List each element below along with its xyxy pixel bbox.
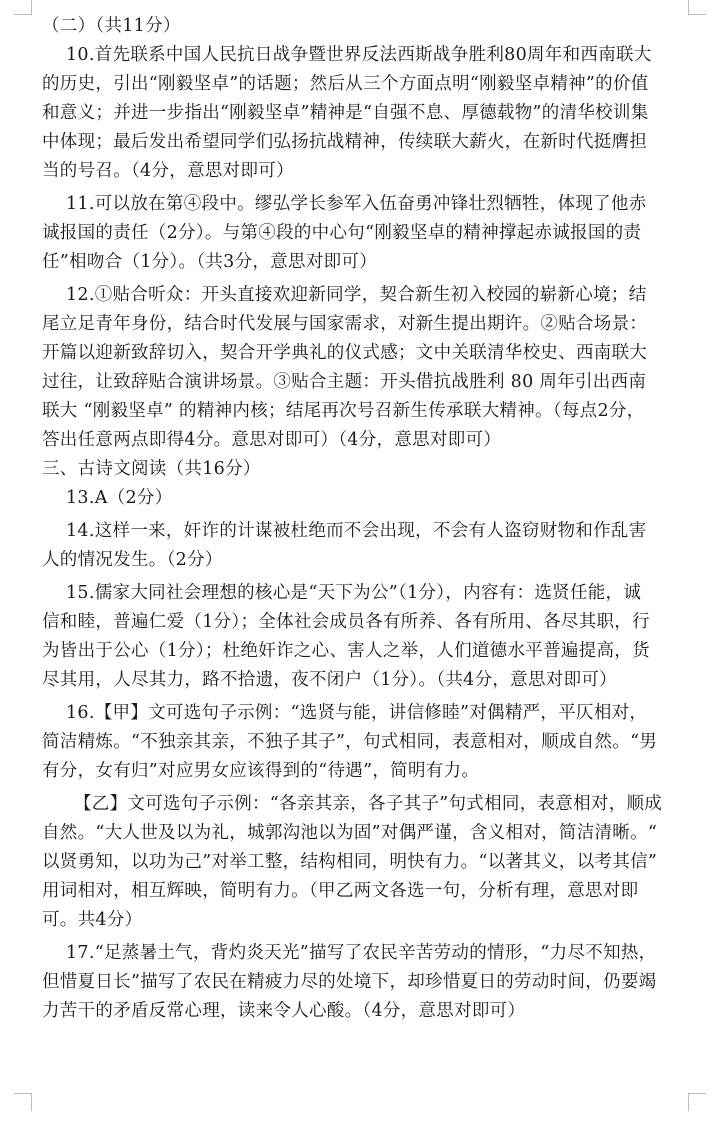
answer-line: 任”相吻合（1分）。（共3分，意思对即可） — [42, 252, 378, 272]
answer-line: 11.可以放在第④段中。缪弘学长参军入伍奋勇冲锋壮烈牺牲，体现了他赤 — [66, 194, 647, 214]
answer-line: 联大 “刚毅坚卓” 的精神内核；结尾再次号召新生传承联大精神。（每点2分， — [42, 401, 645, 421]
answer-line: 人的情况发生。（2分） — [42, 550, 223, 570]
answer-line: 可。共4分） — [42, 910, 143, 930]
crop-mark-bottom-right — [688, 1093, 689, 1111]
answer-line: 【乙】文可选句子示例：“各亲其亲，各子其子”句式相同，表意相对，顺成 — [74, 794, 663, 814]
crop-mark-top-left — [14, 14, 32, 15]
answer-line: 信和睦，普遍仁爱（1分）；全体社会成员各有所养、各有所用、各尽其职，行 — [42, 612, 650, 632]
answer-line: 16.【甲】文可选句子示例：“选贤与能，讲信修睦”对偶精严，平仄相对， — [66, 703, 648, 723]
answer-17 — [42, 939, 682, 1026]
answer-line: 尾立足青年身份，结合时代发展与国家需求，对新生提出期许。②贴合场景： — [42, 314, 648, 334]
answer-line: 开篇以迎新致辞切入，契合开学典礼的仪式感；文中关联清华校史、西南联大 — [42, 343, 648, 363]
answer-line: 尽其用，人尽其力，路不拾遗，夜不闭户（1分）。（共4分，意思对即可） — [42, 670, 617, 690]
answer-line: 10.首先联系中国人民抗日战争暨世界反法西斯战争胜利80周年和西南联大 — [66, 45, 652, 65]
answer-line: 中体现；最后发出希望同学们弘扬抗战精神，传续联大薪火，在新时代挺膺担 — [42, 132, 648, 152]
answer-11 — [42, 190, 682, 277]
answer-line: 有分，女有归”对应男女应该得到的“待遇”，简明有力。 — [42, 761, 480, 781]
answer-line: 12.①贴合听众：开头直接欢迎新同学，契合新生初入校园的崭新心境；结 — [66, 285, 647, 305]
answer-line: 过往，让致辞贴合演讲场景。③贴合主题：开头借抗战胜利 80 周年引出西南 — [42, 372, 647, 392]
section-heading-2: （二）（共11分） — [42, 16, 181, 36]
crop-mark-bottom-left — [31, 1093, 32, 1111]
crop-mark-bottom-left — [14, 1093, 32, 1094]
crop-mark-top-right — [688, 14, 706, 15]
answer-line: 15.儒家大同社会理想的核心是“天下为公”（1分），内容有：选贤任能，诚 — [66, 583, 642, 603]
answer-line: 17.“足蒸暑土气，背灼炎天光”描写了农民辛苦劳动的情形，“力尽不知热， — [66, 943, 657, 963]
crop-mark-bottom-right — [688, 1093, 706, 1094]
crop-mark-top-left — [31, 0, 32, 15]
answer-10 — [42, 41, 682, 186]
answer-14 — [42, 517, 682, 575]
section-heading-3: 三、古诗文阅读（共16分） — [42, 459, 261, 479]
answer-line: 和意义；并进一步指出“刚毅坚卓”精神是“自强不息、厚德载物”的清华校训集 — [42, 103, 649, 123]
answer-line: 当的号召。（4分，意思对即可） — [42, 161, 294, 181]
answer-page — [42, 12, 682, 1026]
answer-16-jia — [42, 699, 682, 786]
answer-12 — [42, 281, 682, 455]
answer-line: 的历史，引出“刚毅坚卓”的话题；然后从三个方面点明“刚毅坚卓精神”的价值 — [42, 74, 649, 94]
answer-line: 简洁精炼。“不独亲其亲，不独子其子”，句式相同，表意相对，顺成自然。“男 — [42, 732, 658, 752]
answer-13 — [42, 484, 682, 513]
answer-line: 答出任意两点即得4分。意思对即可）（4分，意思对即可） — [42, 430, 502, 450]
answer-16-yi — [42, 790, 682, 935]
answer-line: 力苦干的矛盾反常心理，读来令人心酸。（4分，意思对即可） — [42, 1001, 526, 1021]
answer-line: 诚报国的责任（2分）。与第④段的中心句“刚毅坚卓的精神撑起赤诚报国的责 — [42, 223, 642, 243]
answer-line: 但惜夏日长”描写了农民在精疲力尽的处境下，却珍惜夏日的劳动时间，仍要竭 — [42, 972, 657, 992]
answer-line: 用词相对，相互辉映，简明有力。（甲乙两文各选一句，分析有理，意思对即 — [42, 881, 639, 901]
answer-line: 自然。“大人世及以为礼，城郭沟池以为固”对偶严谨，含义相对，简洁清晰。“ — [42, 823, 658, 843]
answer-line: 为皆出于公心（1分）；杜绝奸诈之心、害人之举，人们道德水平普遍提高，货 — [42, 641, 650, 661]
answer-line: 13.A（2分） — [66, 488, 173, 508]
answer-line: 以贤勇知，以功为己”对举工整，结构相同，明快有力。“以著其义，以考其信” — [42, 852, 658, 872]
answer-line: 14.这样一来，奸诈的计谋被杜绝而不会出现，不会有人盗窃财物和作乱害 — [66, 521, 647, 541]
crop-mark-top-right — [688, 0, 689, 15]
answer-15 — [42, 579, 682, 695]
